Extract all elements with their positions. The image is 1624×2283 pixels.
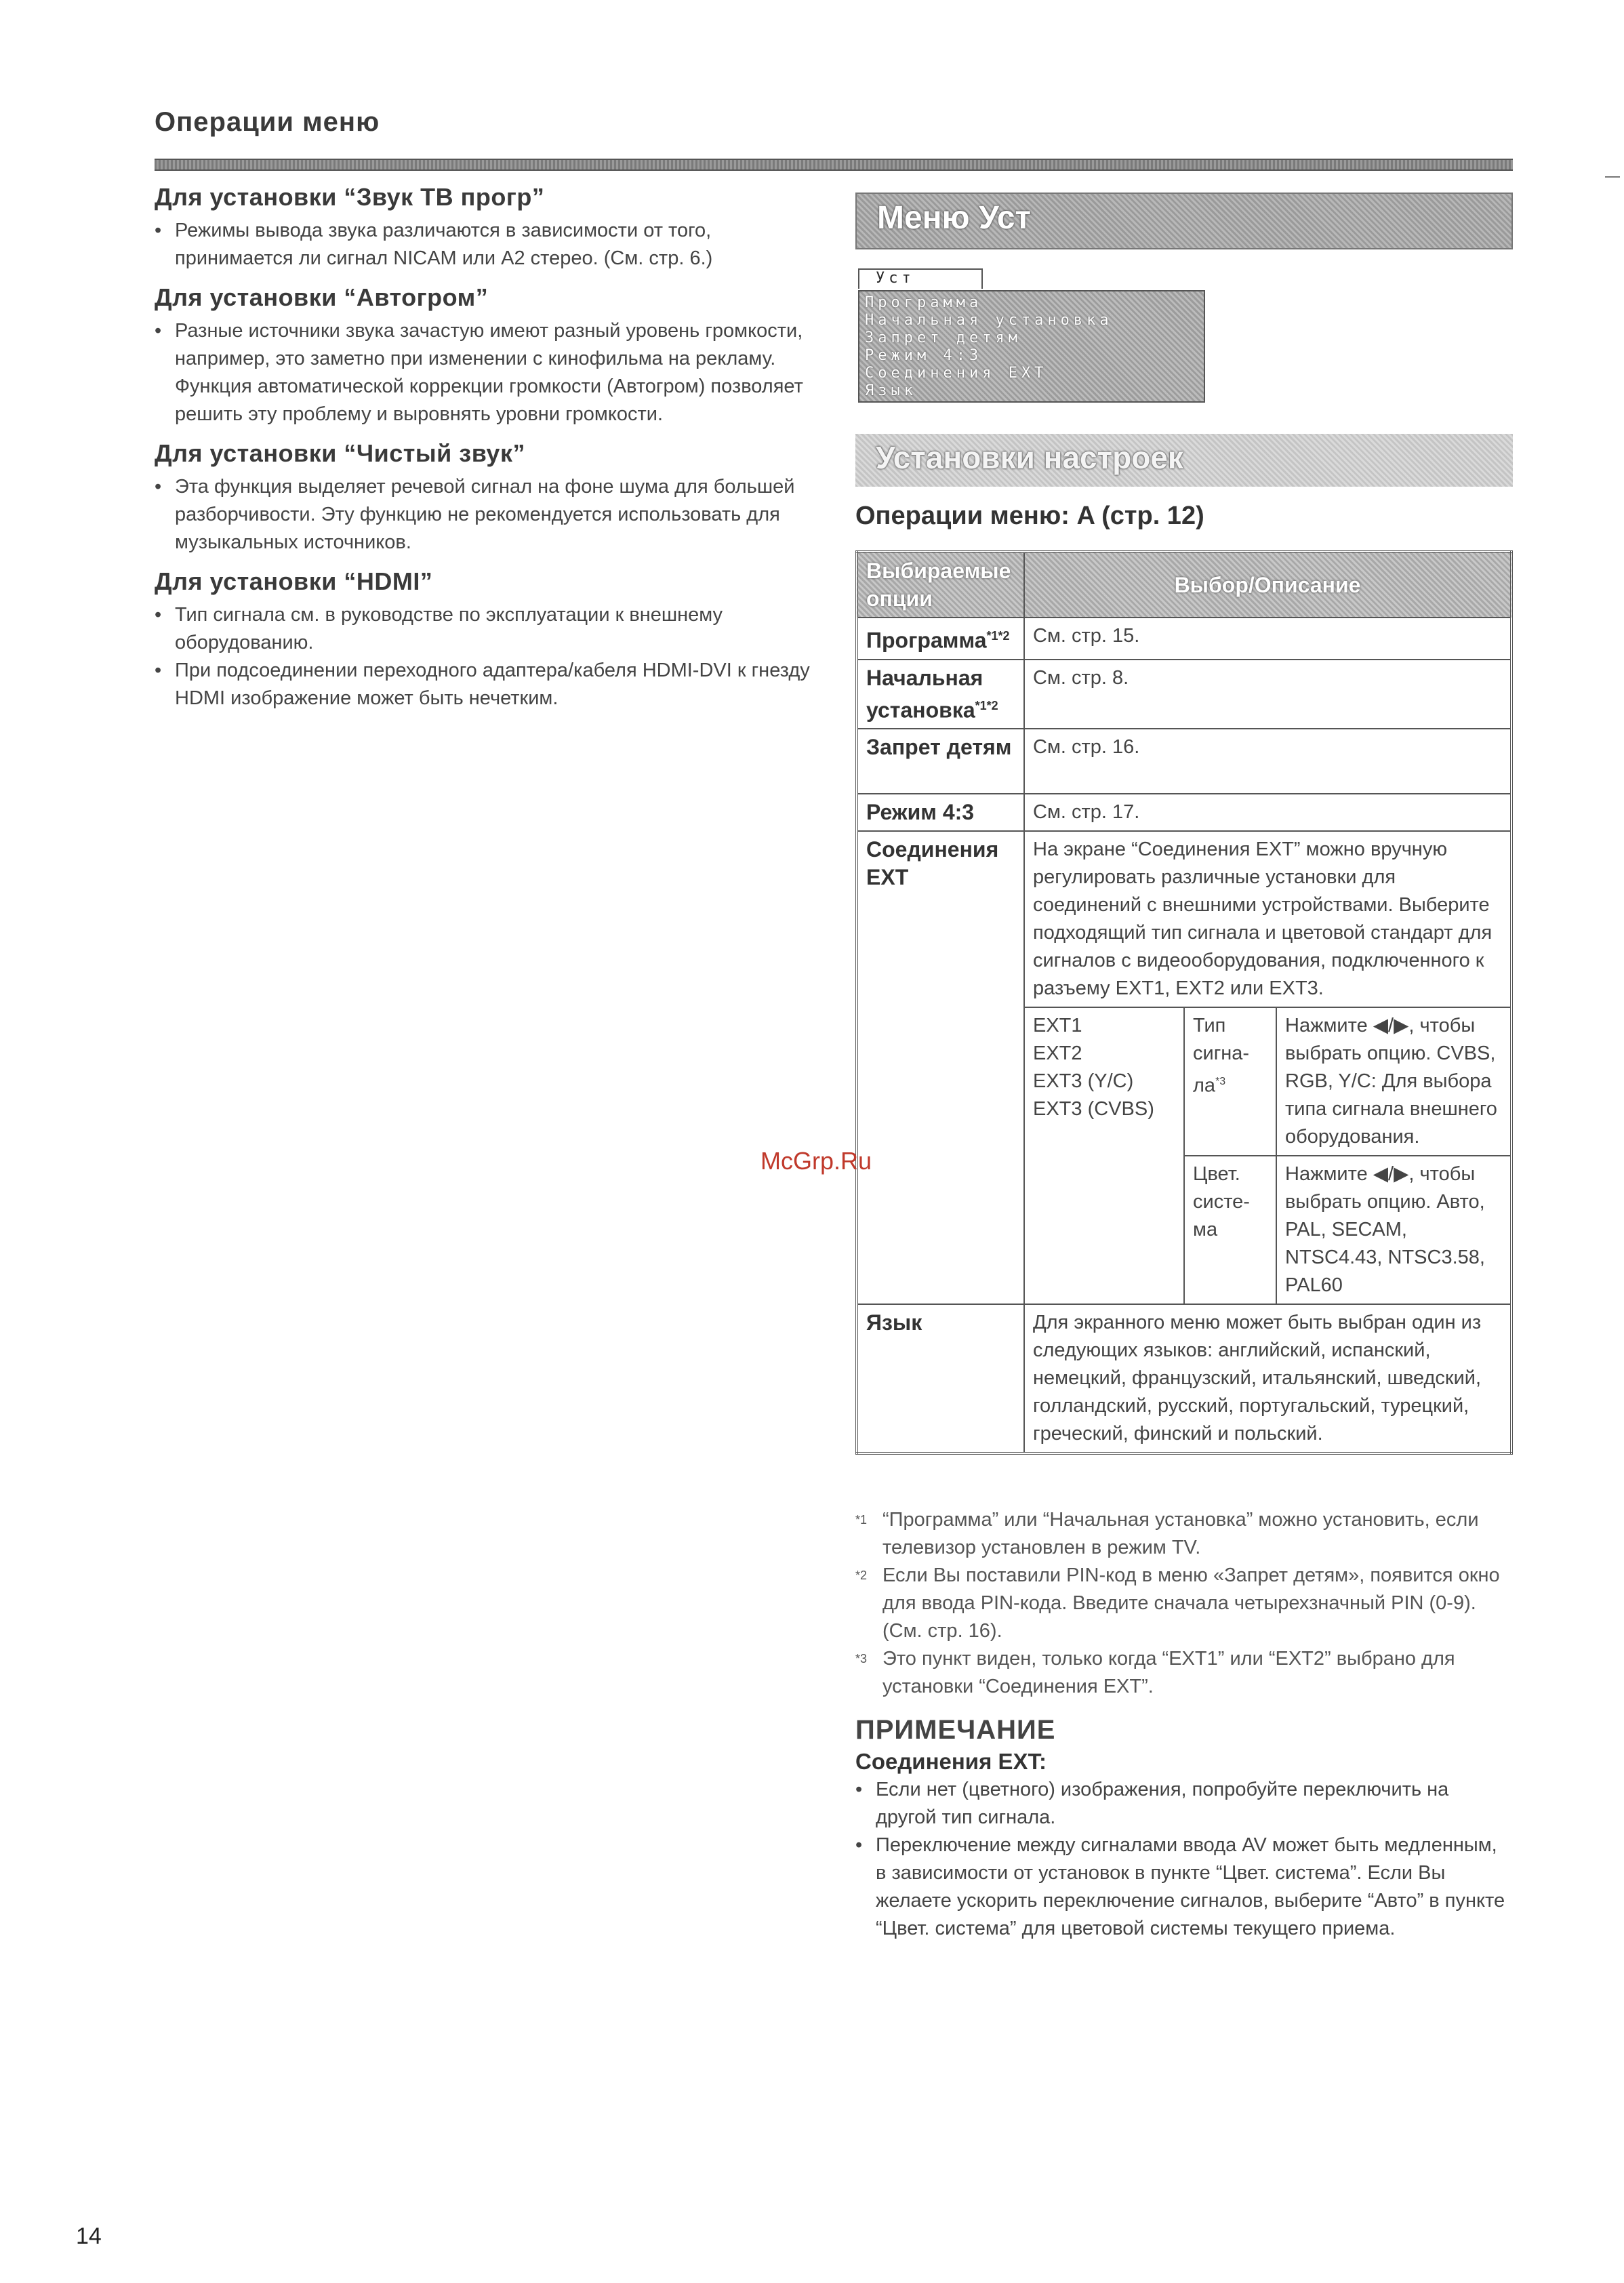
list-item: • Тип сигнала см. в руководстве по эксплуатации к внешнему оборудованию. <box>155 604 723 653</box>
menu-operations-title: Операции меню: A (стр. 12) <box>855 502 1204 530</box>
section-title: Операции меню <box>155 107 380 137</box>
autovolume-block <box>155 283 812 428</box>
menu-tab: Уст <box>858 268 983 289</box>
table-row: Программа$^{*1*2}$ См. стр. 15. <box>857 618 1511 660</box>
list-item: • Переключение между сигналами ввода AV может быть медленным, в зависимости от установок в пункте “Цвет. система”. Если Вы желаете ускорить переключение сигналов, выберите “Авто” в пункте “Цвет. система” для цветовой системы текущего приема. <box>855 1834 1505 1939</box>
menu-item: Программа <box>865 294 983 311</box>
menu-screen <box>858 290 1205 403</box>
note-subtitle: Соединения EXT: <box>855 1749 1047 1774</box>
header-rule <box>155 159 1513 171</box>
setup-menu-banner: Меню Уст <box>855 193 1513 249</box>
sound-tv-block <box>155 183 812 272</box>
menu-item: Начальная установка <box>865 312 1113 329</box>
sound-tv-heading: Для установки “Звук ТВ прогр” <box>155 183 545 211</box>
col-header-options: Выбираемые опции <box>857 552 1024 618</box>
settings-banner: Установки настроек <box>855 434 1513 487</box>
list-item: • Разные источники звука зачастую имеют разный уровень громкости, например, это заметно при изменении с кинофильма на рекламу. Функция автоматической коррекции громкости (Автогром) позволяет решить эту проблему и выровнять уровни громкости. <box>155 320 803 425</box>
hdmi-block <box>155 567 812 712</box>
table-header-row <box>857 552 1511 618</box>
table-row: Режим 4:3 См. стр. 17. <box>857 794 1511 831</box>
options-table <box>855 550 1513 1455</box>
note-list <box>855 1776 1513 1943</box>
menu-item: Режим 4:3 <box>865 347 983 364</box>
note-title: ПРИМЕЧАНИЕ <box>855 1715 1056 1745</box>
menu-item: Запрет детям <box>865 329 1021 346</box>
footnote: *2 Если Вы поставили PIN-код в меню «Запрет детям», появится окно для ввода PIN-кода. Введите сначала четырехзначный PIN (0-9). (См. стр. 16). <box>855 1564 1500 1642</box>
clear-voice-heading: Для установки “Чистый звук” <box>155 439 525 467</box>
list-item: • Если нет (цветного) изображения, попробуйте переключить на другой тип сигнала. <box>855 1779 1449 1828</box>
table-row: Соединения EXT На экране “Соединения EXT” можно вручную регулировать различные установки для соединений с внешними устройствами. Выберите подходящий тип сигнала и цветовой стандарт для сигналов с видеооборудования, подключенного к разъему EXT1, EXT2 или EXT3. <box>857 831 1511 1007</box>
list-item: • Эта функция выделяет речевой сигнал на фоне шума для большей разборчивости. Эту функцию не рекомендуется использовать для музыкальных источников. <box>155 476 795 553</box>
menu-item: Язык <box>865 382 917 399</box>
autovolume-heading: Для установки “Автогром” <box>155 283 489 311</box>
table-row: EXT1 EXT2 EXT3 (Y/C) EXT3 (CVBS) Тип сигна-$ла^{*3}$ Нажмите ◀/▶, чтобы выбрать опцию. CVBS, RGB, Y/C: Для выбора типа сигнала внешнего оборудования. <box>857 1007 1511 1156</box>
footnote: *1 “Программа” или “Начальная установка” можно установить, если телевизор установлен в режим TV. <box>855 1509 1479 1558</box>
menu-item: Соединения EXT <box>865 365 1048 382</box>
table-row: Запрет детям См. стр. 16. <box>857 729 1511 794</box>
edge-mark <box>1605 176 1620 178</box>
footnote: *3 Это пункт виден, только когда “EXT1” или “EXT2” выбрано для установки “Соединения EXT”. <box>855 1648 1455 1697</box>
watermark: McGrp.Ru <box>760 1147 872 1175</box>
clear-voice-block <box>155 439 812 557</box>
footnotes <box>855 1506 1513 1701</box>
left-column <box>155 183 812 723</box>
table-row: Язык Для экранного меню может быть выбран один из следующих языков: английский, испанский, немецкий, французский, итальянский, шведский, голландский, русский, португальский, турецкий, греческий, финский и польский. <box>857 1304 1511 1453</box>
list-item: • При подсоединении переходного адаптера/кабеля HDMI-DVI к гнезду HDMI изображение может быть нечетким. <box>155 660 810 709</box>
col-header-description: Выбор/Описание <box>1024 552 1511 618</box>
table-row: Начальная установка$^{*1*2}$ См. стр. 8. <box>857 660 1511 729</box>
table-row: Цвет. систе-ма Нажмите ◀/▶, чтобы выбрать опцию. Авто, PAL, SECAM, NTSC4.43, NTSC3.58, PAL60 <box>857 1156 1511 1304</box>
list-item: • Режимы вывода звука различаются в зависимости от того, принимается ли сигнал NICAM или A2 стерео. (См. стр. 6.) <box>155 220 713 269</box>
page-number: 14 <box>76 2223 102 2249</box>
hdmi-heading: Для установки “HDMI” <box>155 567 433 595</box>
